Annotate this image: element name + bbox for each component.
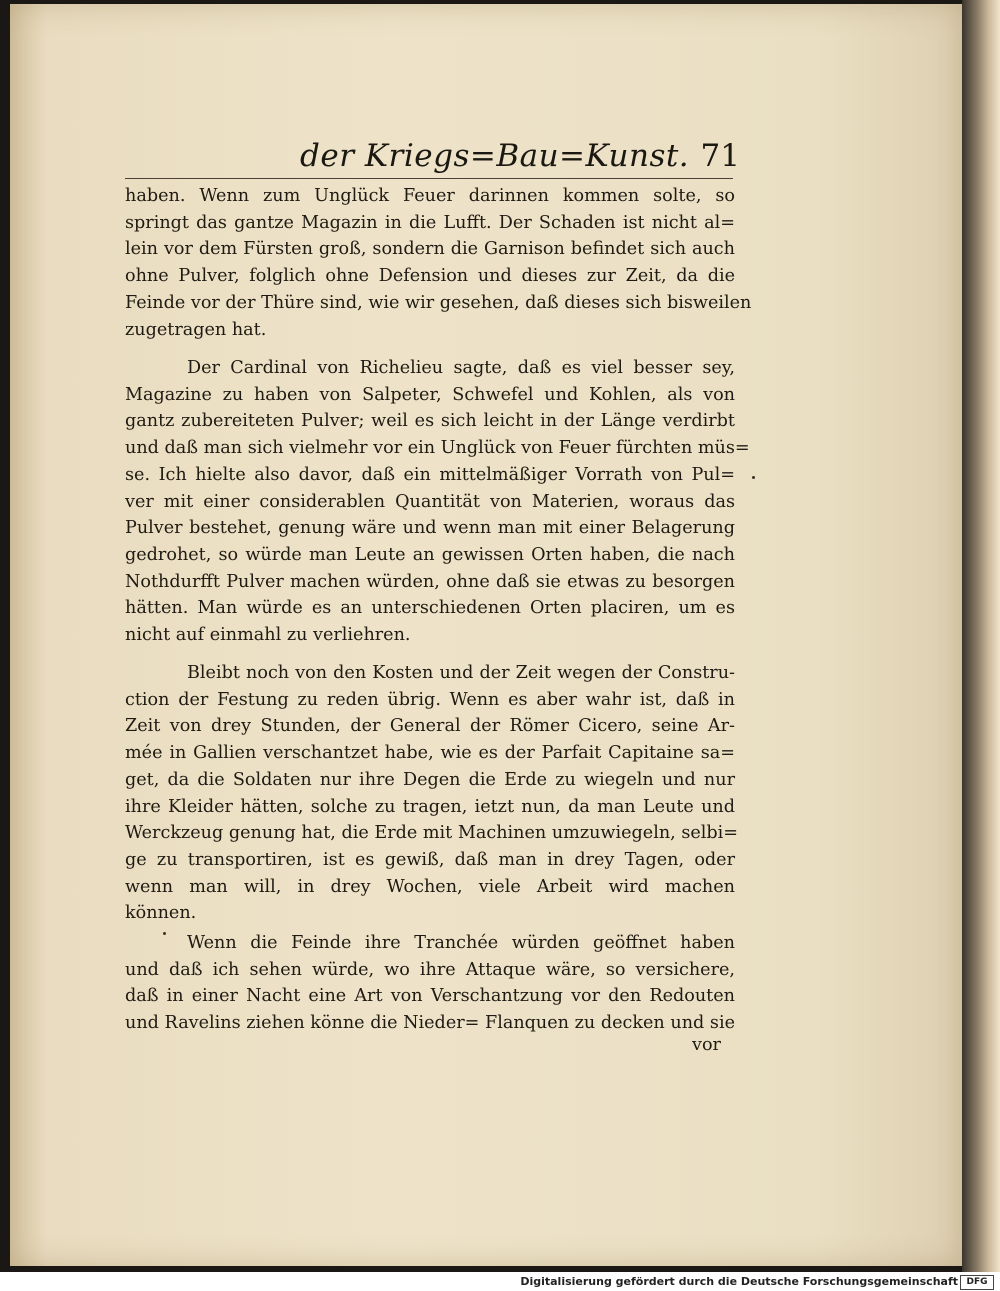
text-line: springt das gantze Magazin in die Lufft. Der Schaden ist nicht al= (125, 212, 735, 233)
text-line: ihre Kleider hätten, solche zu tragen, ietzt nun, da man Leute und (125, 796, 735, 817)
text-line: Der Cardinal von Richelieu sagte, daß es viel besser sey, (187, 358, 735, 378)
text-line: haben. Wenn zum Unglück Feuer darinnen kommen solte, so (125, 186, 735, 206)
text-line: ohne Pulver, folglich ohne Defension und dieses zur Zeit, da die (125, 266, 735, 287)
text-line: se. Ich hielte also davor, daß ein mittelmäßiger Vorrath von Pul= (125, 464, 735, 485)
footer-credit: Digitalisierung gefördert durch die Deutsche Forschungsgemeinschaft (520, 1275, 958, 1288)
paragraph-1 (125, 183, 752, 343)
text-line: Werckzeug genung hat, die Erde mit Machinen umzuwiegeln, selbi= (125, 823, 739, 844)
text-line: Pulver bestehet, genung wäre und wenn man mit einer Belagerung (125, 518, 735, 539)
paragraph-3 (125, 660, 739, 927)
text-line: lein vor dem Fürsten groß, sondern die Garnison befindet sich auch (125, 239, 735, 260)
text-line: Bleibt noch von den Kosten und der Zeit wegen der Constru- (187, 663, 735, 683)
text-line: können. (125, 903, 197, 924)
text-line: und Ravelins ziehen könne die Nieder= Flanquen zu decken und sie (125, 1013, 735, 1034)
text-line: Feinde vor der Thüre sind, wie wir gesehen, daß dieses sich bisweilen (125, 292, 752, 313)
text-line: gedrohet, so würde man Leute an gewissen Orten haben, die nach (125, 544, 735, 565)
digitization-footer (0, 1272, 1000, 1291)
text-line: mée in Gallien verschantzet habe, wie es der Parfait Capitaine sa= (125, 743, 735, 764)
text-line: Magazine zu haben von Salpeter, Schwefel und Kohlen, als von (125, 384, 735, 405)
text-line: Wenn die Feinde ihre Tranchée würden geöffnet haben (187, 933, 735, 953)
text-line: und daß man sich vielmehr vor ein Unglück von Feuer fürchten müs= (125, 438, 750, 459)
text-line: zugetragen hat. (125, 319, 267, 340)
text-line: hätten. Man würde es an unterschiedenen Orten placiren, um es (125, 598, 735, 619)
running-head-title: der Kriegs=Bau=Kunst. (300, 138, 690, 174)
page-number: 71 (700, 138, 740, 174)
text-line: nicht auf einmahl zu verliehren. (125, 625, 411, 646)
text-line: gantz zubereiteten Pulver; weil es sich leicht in der Länge verdirbt (125, 411, 735, 432)
text-line: get, da die Soldaten nur ihre Degen die Erde zu wiegeln und nur (125, 769, 735, 790)
ink-speck (163, 932, 166, 935)
running-head (300, 138, 740, 178)
text-line: ver mit einer considerablen Quantität von Materien, woraus das (125, 491, 735, 512)
text-line: wenn man will, in drey Wochen, viele Arbeit wird machen (125, 876, 735, 897)
paragraph-2 (125, 355, 750, 649)
catchword: vor (692, 1035, 721, 1055)
paragraph-4 (125, 930, 735, 1037)
page-edge (962, 0, 1000, 1272)
ink-speck (752, 476, 755, 479)
text-line: und daß ich sehen würde, wo ihre Attaque wäre, so versichere, (125, 959, 735, 980)
text-line: daß in einer Nacht eine Art von Verschantzung vor den Redouten (125, 986, 735, 1007)
dfg-logo-icon: DFG (960, 1275, 994, 1290)
text-line: ction der Festung zu reden übrig. Wenn es aber wahr ist, daß in (125, 689, 735, 710)
head-rule (125, 178, 733, 179)
text-line: Zeit von drey Stunden, der General der Römer Cicero, seine Ar- (125, 716, 735, 737)
text-line: Nothdurfft Pulver machen würden, ohne daß sie etwas zu besorgen (125, 571, 735, 592)
text-line: ge zu transportiren, ist es gewiß, daß man in drey Tagen, oder (125, 849, 735, 870)
